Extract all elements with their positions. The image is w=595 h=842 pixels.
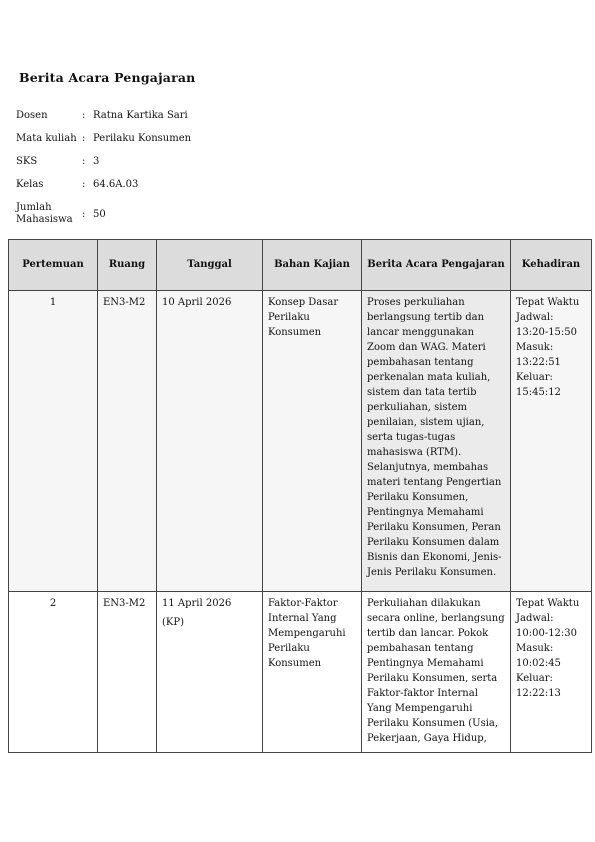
cell-kehadiran: Tepat Waktu Jadwal: 10:00-12:30 Masuk: 10:02:45 Keluar: 12:22:13 (511, 592, 592, 753)
info-row-kelas (16, 173, 191, 196)
info-row-mata-kuliah (16, 127, 191, 150)
cell-tanggal (157, 291, 263, 592)
header-bahan-kajian: Bahan Kajian (263, 240, 362, 291)
info-value-mata-kuliah: Perilaku Konsumen (93, 133, 192, 144)
cell-ruang: EN3-M2 (98, 592, 157, 753)
cell-tanggal (157, 592, 263, 753)
info-value-dosen: Ratna Kartika Sari (93, 110, 188, 121)
header-pertemuan: Pertemuan (9, 240, 98, 291)
cell-pertemuan: 2 (9, 592, 98, 753)
tanggal-note: (KP) (162, 617, 185, 628)
table-row (9, 592, 592, 753)
info-row-sks (16, 150, 191, 173)
cell-berita-acara: Proses perkuliahan berlangsung tertib dan lancar menggunakan Zoom dan WAG. Materi pembahasan tentang perkenalan mata kuliah, sistem dan tata tertib perkuliahan, sistem penilaian, sistem ujian, serta tugas-tugas mahasiswa (RTM). Selanjutnya, membahas materi tentang Pengertian Perilaku Konsumen, Pentingnya Memahami Perilaku Konsumen, Peran Perilaku Konsumen dalam Bisnis dan Ekonomi, Jenis-Jenis Perilaku Konsumen. (362, 291, 511, 592)
course-info (16, 104, 191, 230)
cell-bahan-kajian: Konsep Dasar Perilaku Konsumen (263, 291, 362, 592)
cell-berita-acara: Perkuliahan dilakukan secara online, berlangsung tertib dan lancar. Pokok pembahasan tentang Pentingnya Memahami Perilaku Konsumen, serta Faktor-faktor Internal Yang Mempengaruhi Perilaku Konsumen (Usia, Pekerjaan, Gaya Hidup, (362, 592, 511, 753)
info-colon: : (82, 208, 86, 220)
info-value-jumlah-mahasiswa: 50 (93, 208, 106, 220)
cell-bahan-kajian: Faktor-Faktor Internal Yang Mempengaruhi Perilaku Konsumen (263, 592, 362, 753)
cell-kehadiran: Tepat Waktu Jadwal: 13:20-15:50 Masuk: 13:22:51 Keluar: 15:45:12 (511, 291, 592, 592)
info-value-kelas: 64.6A.03 (93, 179, 139, 190)
document-title: Berita Acara Pengajaran (19, 70, 196, 85)
header-tanggal: Tanggal (157, 240, 263, 291)
info-label: Mata kuliah (16, 132, 77, 144)
tanggal-date: 11 April 2026 (162, 598, 232, 609)
info-value-sks: 3 (93, 156, 100, 167)
info-colon: : (82, 179, 86, 190)
table-header-row (9, 240, 592, 291)
tanggal-date: 10 April 2026 (162, 297, 232, 308)
info-label: SKS (16, 155, 38, 167)
header-ruang: Ruang (98, 240, 157, 291)
info-label: Kelas (16, 178, 44, 190)
info-label: Dosen (16, 109, 48, 121)
cell-pertemuan: 1 (9, 291, 98, 592)
info-colon: : (82, 110, 86, 121)
teaching-report-table (8, 239, 592, 753)
header-berita-acara: Berita Acara Pengajaran (362, 240, 511, 291)
info-label: Jumlah Mahasiswa (16, 202, 73, 225)
cell-ruang: EN3-M2 (98, 291, 157, 592)
info-colon: : (82, 156, 86, 167)
table-row (9, 291, 592, 592)
info-colon: : (82, 133, 86, 144)
info-row-jumlah-mahasiswa (16, 198, 191, 230)
info-row-dosen (16, 104, 191, 127)
header-kehadiran: Kehadiran (511, 240, 592, 291)
